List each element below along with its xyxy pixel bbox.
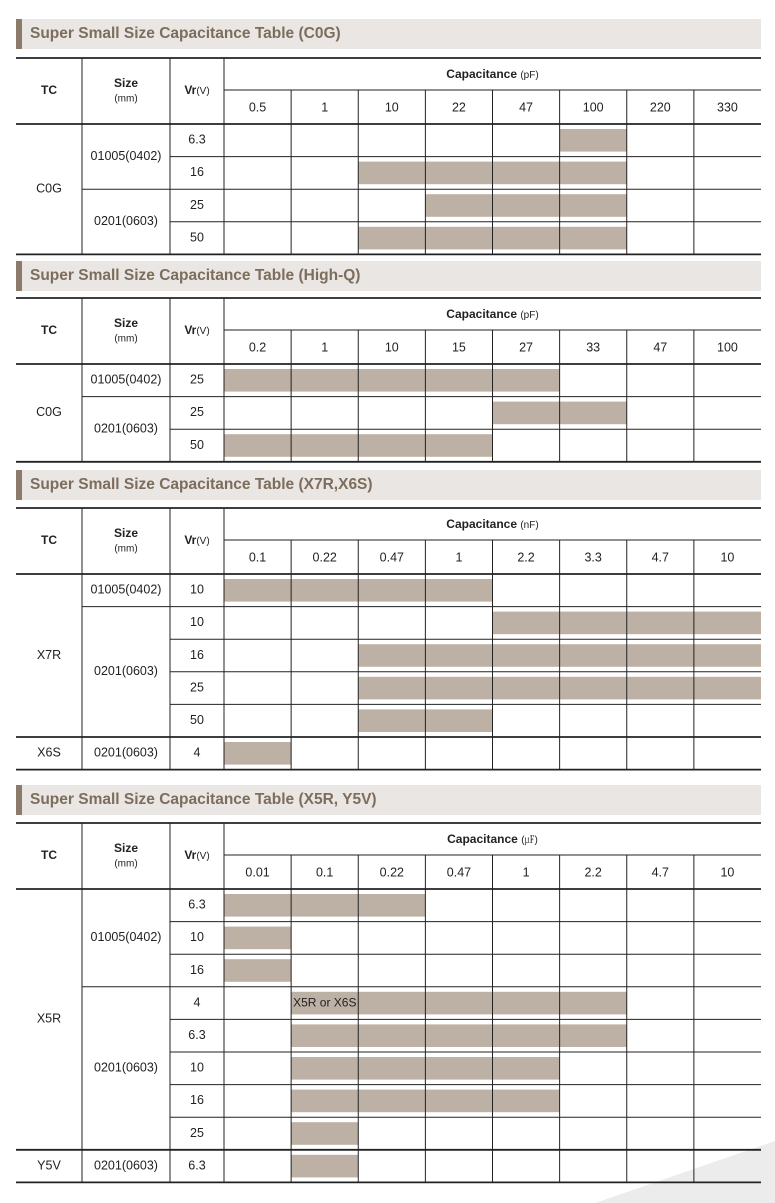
vr-label: 25 [190,1125,204,1140]
cap-value-header: 10 [384,340,399,355]
cap-value-header: 10 [384,100,399,115]
header-vr [184,83,209,97]
capacitance-range-bar [291,1122,358,1145]
capacitance-range-bar [291,1024,627,1047]
section-header-x5r-y5v [16,785,761,815]
section-header-c0g [16,19,761,49]
vr-label: 4 [193,745,201,760]
header-vr-unit: (V) [196,850,210,862]
cap-value-header: 47 [653,340,668,355]
size-label: 01005(0402) [90,930,162,945]
header-size: Size [113,841,139,856]
vr-label: 6.3 [188,897,206,912]
cap-value-header: 0.47 [379,550,404,565]
cap-value-header: 2.2 [517,550,535,565]
size-label: 01005(0402) [90,372,162,387]
cap-value-header: 0.22 [379,865,404,880]
capacitance-table-high-q [0,298,775,463]
cap-value-header: 4.7 [651,865,670,880]
cap-value-header: 10 [720,550,735,565]
cap-value-header: 47 [519,100,534,115]
vr-label: 25 [190,680,204,695]
capacitance-range-bar [224,742,291,765]
tc-label: C0G [36,405,62,420]
header-vr-unit: (V) [196,85,210,97]
vr-label: 10 [190,615,204,630]
vr-label: 6.3 [188,1158,206,1173]
capacitance-range-bar [224,959,291,982]
header-size-unit: (mm) [114,93,138,105]
vr-label: 10 [190,1060,204,1075]
header-capacitance-label: Capacitance [446,67,521,82]
header-vr [184,848,209,862]
header-tc: TC [41,83,57,98]
cap-value-header: 15 [451,340,466,355]
vr-label: 6.3 [188,1027,206,1042]
cap-value-header: 0.01 [245,865,270,880]
tc-label: Y5V [37,1158,61,1173]
vr-label: 16 [190,165,204,180]
vr-label: 16 [190,962,204,977]
header-size: Size [113,526,139,541]
capacitance-table-x5r-y5v [0,823,775,1183]
tc-label: X7R [36,647,62,662]
size-label: 01005(0402) [90,148,162,163]
cap-value-header: 100 [717,340,738,355]
cap-value-header: 100 [582,100,604,115]
section-title: Super Small Size Capacitance Table (High-Q) [30,267,361,284]
section-title: Super Small Size Capacitance Table (C0G) [30,25,341,42]
header-capacitance-unit: (㎌) [521,834,538,846]
header-vr-label: Vr [184,323,197,338]
header-tc: TC [41,848,57,863]
header-vr-label: Vr [184,83,197,98]
header-vr [184,323,209,337]
vr-label: 50 [190,437,204,452]
vr-label: 25 [190,405,204,420]
header-tc: TC [41,533,57,548]
section-header-high-q [16,261,761,291]
header-vr-unit: (V) [196,535,210,547]
capacitance-range-bar [425,194,626,217]
cap-value-header: 0.47 [446,865,472,880]
cap-value-header: 220 [649,100,671,115]
vr-label: 25 [190,197,204,212]
vr-label: 16 [190,1093,204,1108]
capacitance-range-bar [560,129,627,152]
tc-label: X5R [36,1011,62,1026]
header-capacitance-label: Capacitance [446,517,521,532]
bar-label: X5R or X6S [293,995,357,1010]
capacitance-range-bar [291,1155,358,1178]
header-capacitance [446,517,538,531]
header-size-unit: (mm) [114,333,138,345]
section-header-x7r-x6s [16,470,761,500]
size-label: 01005(0402) [90,582,162,597]
cap-value-header: 1 [522,865,530,880]
size-label: 0201(0603) [94,1060,158,1075]
cap-value-header: 1 [321,100,329,115]
header-size-unit: (mm) [114,858,138,870]
tc-label: X6S [37,745,61,760]
cap-value-header: 22 [451,100,466,115]
header-size-unit: (mm) [114,543,138,555]
cap-value-header: 4.7 [651,550,670,565]
cap-value-header: 10 [720,865,735,880]
header-size: Size [113,316,139,331]
vr-label: 6.3 [188,132,206,147]
cap-value-header: 0.22 [312,550,337,565]
tc-label: C0G [36,181,62,196]
capacitance-table-c0g [0,58,775,255]
cap-value-header: 0.5 [248,100,267,115]
vr-label: 16 [190,647,204,662]
cap-value-header: 1 [455,550,463,565]
size-label: 0201(0603) [94,1158,158,1173]
capacitance-range-bar [224,894,425,917]
header-size: Size [113,76,139,91]
vr-label: 4 [193,995,201,1010]
header-capacitance-label: Capacitance [447,832,522,847]
size-label: 0201(0603) [94,421,158,436]
size-label: 0201(0603) [94,214,158,229]
vr-label: 10 [190,582,204,597]
capacitance-range-bar [224,927,291,950]
cap-value-header: 27 [519,340,534,355]
section-title: Super Small Size Capacitance Table (X7R,X6S) [30,476,373,493]
cap-value-header: 1 [321,340,329,355]
cap-value-header: 0.2 [248,340,267,355]
header-capacitance-unit: (nF) [520,519,539,531]
header-capacitance [446,307,538,321]
vr-label: 25 [190,372,204,387]
header-capacitance [446,67,538,81]
cap-value-header: 0.1 [315,865,334,880]
header-tc: TC [41,323,57,338]
capacitance-table-x7r-x6s [0,508,775,775]
vr-label: 50 [190,230,204,245]
header-vr-unit: (V) [196,325,210,337]
header-capacitance-unit: (pF) [520,309,539,321]
header-capacitance-label: Capacitance [446,307,521,322]
cap-value-header: 2.2 [584,865,602,880]
cap-value-header: 330 [717,100,738,115]
cap-value-header: 0.1 [248,550,267,565]
header-vr-label: Vr [184,533,197,548]
header-capacitance [447,832,538,846]
header-capacitance-unit: (pF) [520,69,539,81]
cap-value-header: 3.3 [584,550,602,565]
size-label: 0201(0603) [94,664,158,679]
cap-value-header: 33 [586,340,601,355]
capacitance-range-bar [224,369,560,392]
vr-label: 50 [190,712,204,727]
section-title: Super Small Size Capacitance Table (X5R, Y5V) [30,791,377,808]
header-vr-label: Vr [184,848,197,863]
vr-label: 10 [190,930,204,945]
header-vr [184,533,209,547]
size-label: 0201(0603) [94,745,158,760]
